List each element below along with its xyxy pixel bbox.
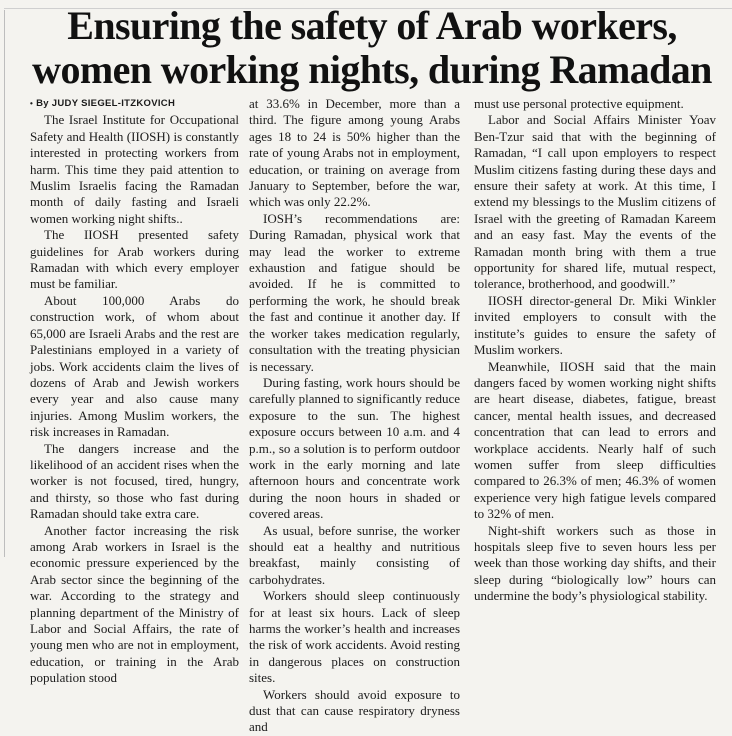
article-paragraph: Labor and Social Affairs Minister Yoav Ben-Tzur said that with the beginning of Ramadan, “I call upon employers to respect Muslim citizens fasting during these days and ensure their safety at work. At this time, I extend my blessings to the Muslim citizens of Israel with the greeting of Ramadan Kareem and an easy fast. May the events of the Ramadan month bring with them a true opportunity for shared life, mutual respect, tolerance, brotherhood, and goodwill.”: [474, 112, 716, 292]
article-paragraph: Night-shift workers such as those in hospitals sleep five to seven hours less per week than those working day shifts, and their sleep during “biologically low” hours can undermine the body’s physiological stability.: [474, 522, 716, 604]
article-paragraph: About 100,000 Arabs do construction work, of whom about 65,000 are Israeli Arabs and the rest are Palestinians employed in a variety of jobs. Work accidents claim the lives of dozens of Arab and Jewish workers every year and also cause many injuries. Among Muslim workers, the risk increases in Ramadan.: [30, 292, 239, 440]
article-paragraph: The Israel Institute for Occupational Safety and Health (IIOSH) is constantly interested in protecting workers from harm. This time they paid attention to Muslim Israelis facing the Ramadan month of daily fasting and Israeli women working night shifts..: [30, 112, 239, 226]
article-paragraph: Another factor increasing the risk among Arab workers in Israel is the economic pressure experienced by the Arab sector since the beginning of the war. According to the strategy and planning department of the Ministry of Labor and Social Affairs, the rate of young men who are not in employment, education, or training in the Arab population stood: [30, 522, 239, 686]
column-3-body: [474, 96, 716, 605]
article-paragraph: Workers should sleep continuously for at least six hours. Lack of sleep harms the worker’s health and increases the risk of work accidents. Avoid resting in dangerous places on construction sites.: [249, 588, 460, 686]
article-paragraph: IOSH’s recommendations are: During Ramadan, physical work that may lead the worker to extreme exhaustion and fatigue should be avoided. If he is committed to performing the work, he should break the fast and continue it another day. If the worker takes medication regularly, consultation with the treating physician is necessary.: [249, 210, 460, 374]
article-paragraph: During fasting, work hours should be carefully planned to significantly reduce exposure to the sun. The highest exposure occurs between 10 a.m. and 4 p.m., so a solution is to perform outdoor work in the early morning and late afternoon hours and concentrate work during the noon hours in shaded or covered areas.: [249, 374, 460, 522]
headline-line-1: Ensuring the safety of Arab workers,: [67, 3, 677, 48]
article-paragraph: As usual, before sunrise, the worker should eat a healthy and nutritious breakfast, mainly consisting of carbohydrates.: [249, 522, 460, 587]
byline-text: By JUDY SIEGEL-ITZKOVICH: [36, 98, 176, 109]
byline: [30, 96, 239, 112]
article-paragraph: The IIOSH presented safety guidelines for Arab workers during Ramadan with which every employer must be familiar.: [30, 227, 239, 292]
article-paragraph: Meanwhile, IIOSH said that the main dangers faced by women working night shifts are heart disease, diabetes, fatigue, breast cancer, mental health issues, and decreased concentration that can lead to errors and workplace accidents. Nearly half of such women suffer from sleep difficulties compared to 26.3% of men; 46.3% of women experience very high fatigue levels compared to 32% of men.: [474, 358, 716, 522]
article-column-2: [249, 96, 460, 736]
column-1-body: [30, 112, 239, 686]
bullet-icon: •: [30, 99, 34, 108]
article-paragraph: IIOSH director-general Dr. Miki Winkler invited employers to consult with the institute’s guides to ensure the safety of Muslim workers.: [474, 292, 716, 358]
article-paragraph: Workers should avoid exposure to dust that can cause respiratory dryness and: [249, 686, 460, 735]
headline: [16, 4, 728, 92]
article-paragraph: must use personal protective equipment.: [474, 96, 684, 111]
left-rule: [4, 10, 5, 557]
article-paragraph: The dangers increase and the likelihood of an accident rises when the worker is not focused, tired, hungry, and thirsty, so those who fast during Ramadan should take extra care.: [30, 440, 239, 522]
article-column-3: [474, 96, 716, 605]
column-2-body: [249, 96, 460, 736]
headline-line-2: women working nights, during Ramadan: [32, 47, 712, 92]
article-paragraph: at 33.6% in December, more than a third. The figure among young Arabs ages 18 to 24 is 50% higher than the rate of young Arabs not in employment, education, or training on average from January to September, before the war, which was only 22.2%.: [249, 96, 460, 210]
article-column-1: [30, 96, 239, 687]
